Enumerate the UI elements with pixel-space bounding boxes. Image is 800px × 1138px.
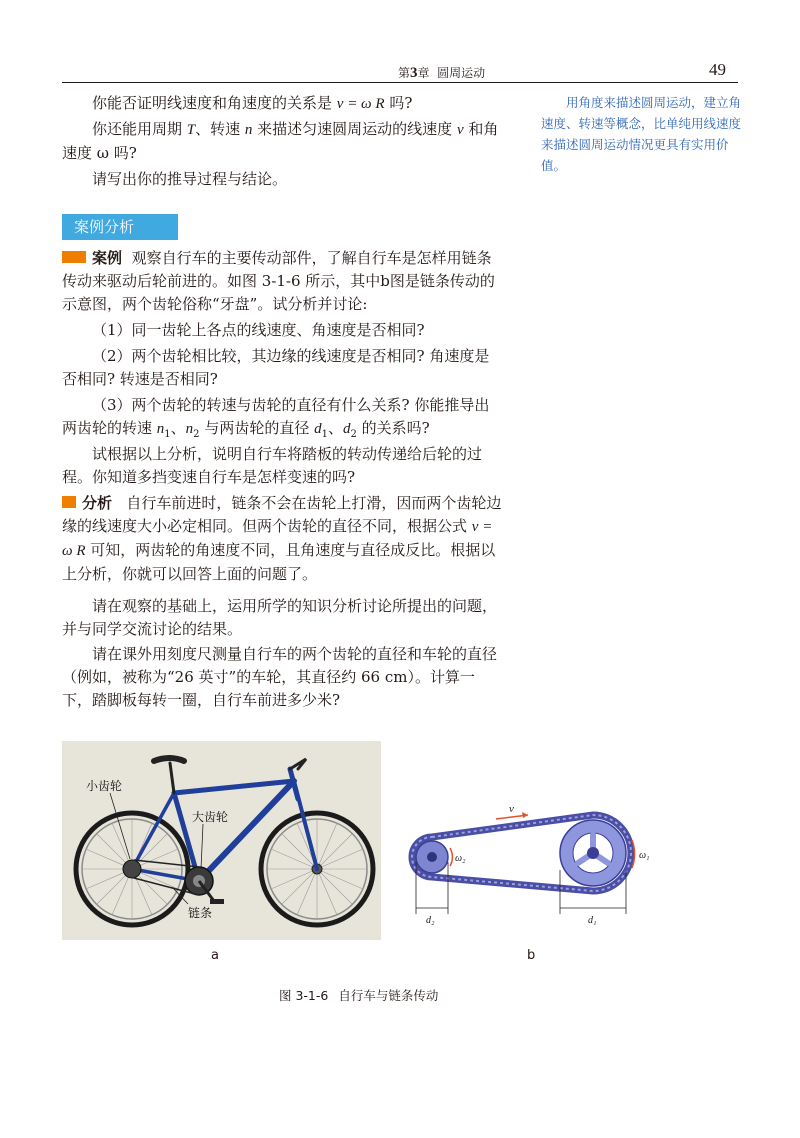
page-number: 49 xyxy=(709,60,726,79)
formula: v = ω R xyxy=(336,96,385,112)
intro-question-3: 请写出你的推导过程与结论。 xyxy=(92,170,288,188)
var: v xyxy=(456,122,464,138)
chapter-title: 圆周运动 xyxy=(437,66,486,80)
analysis-tag-marker xyxy=(62,496,76,508)
case-item-3 xyxy=(62,394,502,446)
case-tag-marker xyxy=(62,251,86,263)
text: 吗? xyxy=(384,94,413,112)
text: 你能否证明线速度和角速度的关系是 xyxy=(92,94,337,112)
big-gear-label: 大齿轮 xyxy=(192,810,229,824)
small-gear-label: 小齿轮 xyxy=(86,779,123,793)
case-item-2: （2）两个齿轮相比较，其边缘的线速度是否相同? 角速度是否相同? 转速是否相同? xyxy=(62,347,490,388)
case-intro xyxy=(62,247,502,316)
sub: 1 xyxy=(321,429,328,440)
measurement-paragraph: 请在课外用刻度尺测量自行车的两个齿轮的直径和车轮的直径（例如，被称为“26 英寸”的车轮，其直径约 66 cm）。计算一下，踏脚板每转一圈，自行车前进多少米? xyxy=(62,645,498,709)
text: 你还能用周期 xyxy=(92,120,187,138)
var: n xyxy=(244,122,253,138)
text: 与两齿轮的直径 xyxy=(199,419,315,437)
caption-text: 自行车与链条传动 xyxy=(338,988,439,1003)
sidebar-note: 用角度来描述圆周运动，建立角速度、转速等概念，比单纯用线速度来描述圆周运动情况更具有实用价值。 xyxy=(541,95,742,173)
text: 和角速度 ω 吗? xyxy=(62,120,499,162)
d2-label: d₂ xyxy=(426,915,435,925)
large-sprocket xyxy=(560,820,626,886)
header-rule xyxy=(62,82,738,83)
d1-label: d₁ xyxy=(588,915,597,925)
analysis xyxy=(62,492,502,586)
sub: 2 xyxy=(193,429,200,440)
text: 来描述匀速圆周运动的线速度 xyxy=(252,120,457,138)
intro-question-1 xyxy=(62,92,502,116)
case-text: 观察自行车的主要传动部件，了解自行车是怎样用链条传动来驱动后轮前进的。如图 3-1-6 所示，其中b图是链条传动的示意图，两个齿轮俗称“牙盘”。试分析并讨论: xyxy=(62,249,495,313)
case-text-2: 试根据以上分析，说明自行车将踏板的转动传递给后轮的过程。你知道多挡变速自行车是怎样变速的吗? xyxy=(62,445,483,486)
case-label: 案例 xyxy=(92,249,123,267)
text: 自行车前进时，链条不会在齿轮上打滑，因而两个齿轮边缘的线速度大小必定相同。但两个齿轮的直径不同，根据公式 xyxy=(62,494,502,535)
small-sprocket xyxy=(416,841,448,873)
text: 的关系吗? xyxy=(356,419,430,437)
chapter-number: 3 xyxy=(410,65,418,81)
chain-label: 链条 xyxy=(188,906,213,920)
omega1-label: ω₁ xyxy=(639,850,650,861)
bicycle-photo xyxy=(62,741,381,940)
var: n xyxy=(185,421,194,437)
figure-sublabel-b: b xyxy=(527,948,536,963)
intro-question-2 xyxy=(62,118,502,165)
text: 、 xyxy=(327,419,343,437)
chapter-suffix: 章 xyxy=(417,66,430,80)
figure-sublabel-a: a xyxy=(211,948,219,963)
section-title: 案例分析 xyxy=(62,214,178,240)
chain-drive-diagram xyxy=(400,800,660,925)
caption-number: 图 3-1-6 xyxy=(279,988,329,1003)
chapter-header xyxy=(398,64,485,82)
case-item-1: （1）同一齿轮上各点的线速度、角速度是否相同? xyxy=(92,321,425,339)
text: （3）两个齿轮的转速与齿轮的直径有什么关系? 你能推导出两齿轮的转速 xyxy=(62,396,490,437)
omega2-arrow xyxy=(450,848,452,866)
omega2-label: ω₂ xyxy=(455,853,466,864)
analysis-label: 分析 xyxy=(82,494,113,512)
discussion-paragraph: 请在观察的基础上，运用所学的知识分析讨论所提出的问题，并与同学交流讨论的结果。 xyxy=(62,597,498,638)
text: 、 xyxy=(170,419,186,437)
var: d xyxy=(314,421,322,437)
sub: 2 xyxy=(350,429,357,440)
formula: v = ω R xyxy=(62,519,493,559)
figure-caption xyxy=(279,986,438,1004)
var: T xyxy=(186,122,196,138)
sub: 1 xyxy=(164,429,171,440)
v-label: v xyxy=(509,803,514,815)
photo-background xyxy=(62,741,381,940)
chapter-prefix: 第 xyxy=(398,66,411,80)
var: n xyxy=(156,421,165,437)
text: 、转速 xyxy=(195,120,245,138)
var: d xyxy=(342,421,351,437)
text: 可知，两齿轮的角速度不同，且角速度与直径成反比。根据以上分析，你就可以回答上面的问题了。 xyxy=(62,541,496,583)
